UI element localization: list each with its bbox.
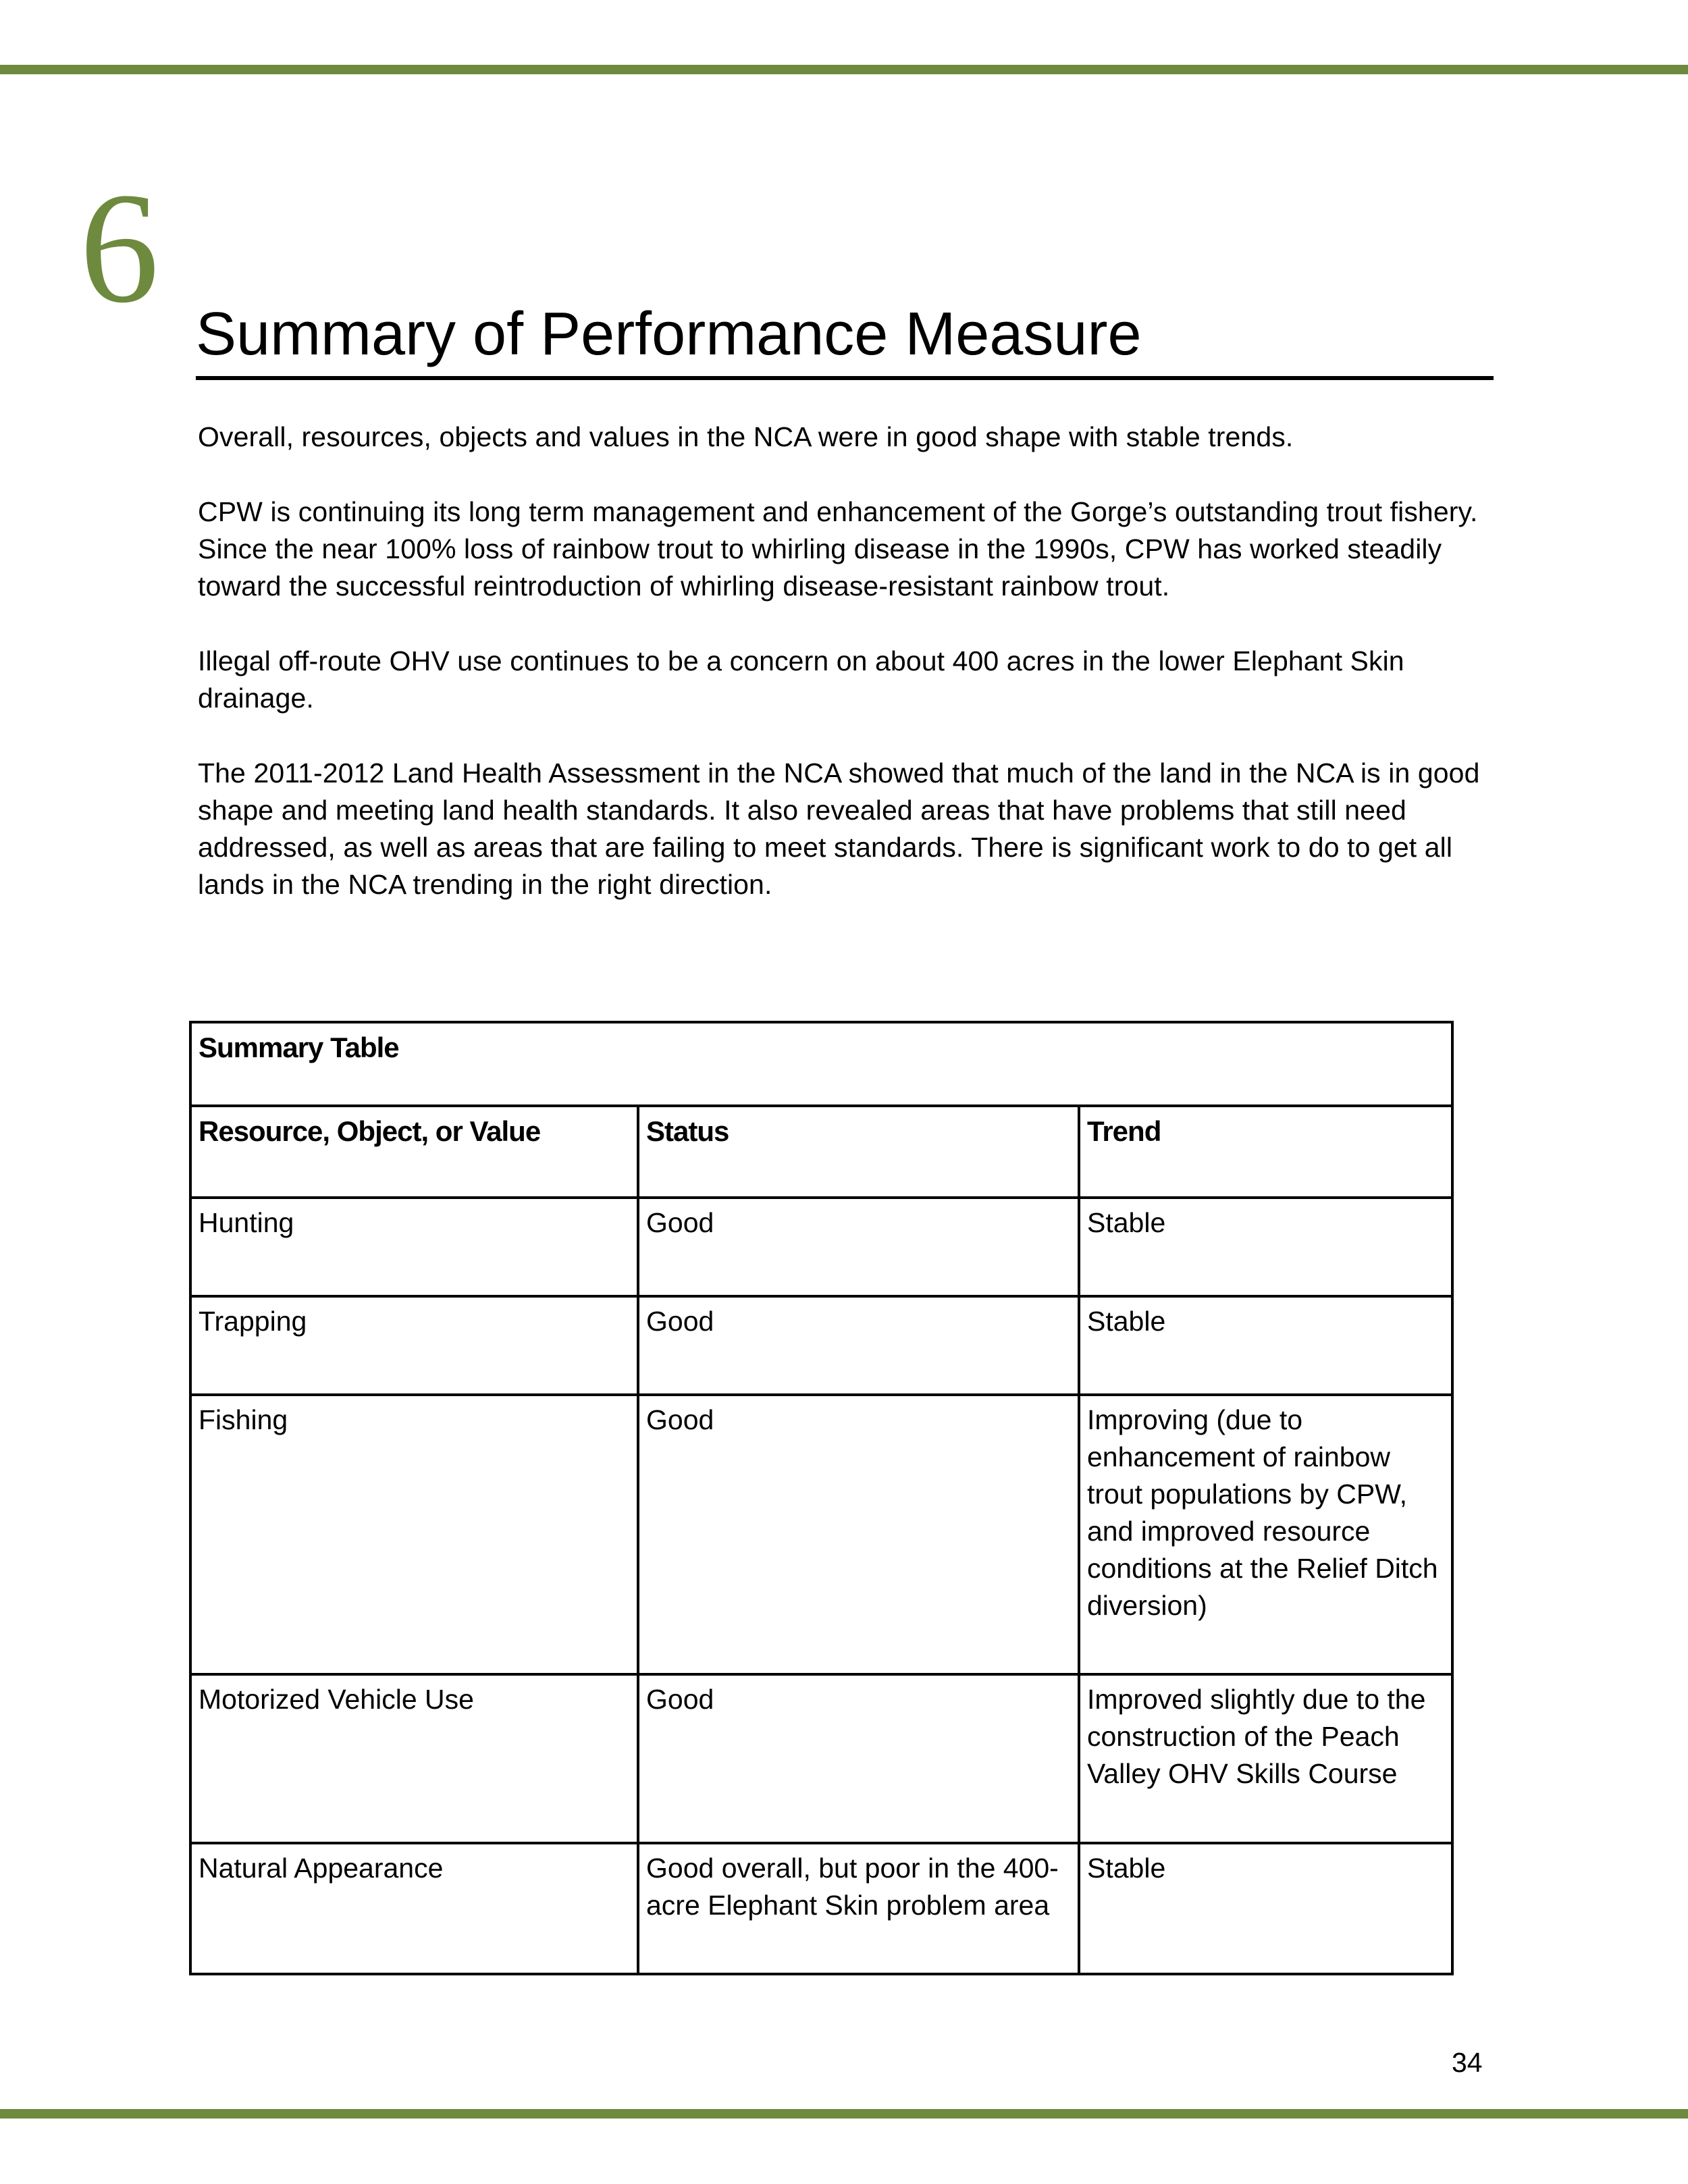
bottom-accent-rule	[0, 2109, 1688, 2119]
table-row	[190, 1843, 1452, 1974]
summary-table	[189, 1021, 1454, 1975]
table-caption: Summary Table	[190, 1022, 1452, 1106]
cell-status: Good	[638, 1198, 1079, 1296]
cell-status: Good	[638, 1674, 1079, 1843]
cell-status: Good	[638, 1296, 1079, 1395]
header-resource: Resource, Object, or Value	[190, 1106, 638, 1198]
header-trend: Trend	[1079, 1106, 1452, 1198]
table-header-row	[190, 1106, 1452, 1198]
cell-trend: Stable	[1079, 1843, 1452, 1974]
cell-trend: Stable	[1079, 1198, 1452, 1296]
chapter-number: 6	[80, 160, 159, 336]
paragraph-overview: Overall, resources, objects and values in the NCA were in good shape with stable trends.	[198, 421, 1294, 452]
cell-resource: Fishing	[190, 1395, 638, 1674]
table-row	[190, 1296, 1452, 1395]
paragraph-land-health: The 2011-2012 Land Health Assessment in the NCA showed that much of the land in the NCA is in good shape and meeting land health standards. It also revealed areas that have problems that still need addressed, as well as areas that are failing to meet standards. There is significant work to do to get all lands in the NCA trending in the right direction.	[198, 757, 1480, 900]
body-text	[198, 419, 1481, 941]
table-row	[190, 1395, 1452, 1674]
table-row	[190, 1198, 1452, 1296]
cell-status: Good overall, but poor in the 400-acre Elephant Skin problem area	[638, 1843, 1079, 1974]
header-status: Status	[638, 1106, 1079, 1198]
table-row	[190, 1674, 1452, 1843]
paragraph-trout-fishery: CPW is continuing its long term management and enhancement of the Gorge’s outstanding trout fishery. Since the near 100% loss of rainbow trout to whirling disease in the 1990s, CPW has worked steadily toward the successful reintroduction of whirling disease-resistant rainbow trout.	[198, 496, 1478, 602]
cell-status: Good	[638, 1395, 1079, 1674]
cell-trend: Improved slightly due to the construction of the Peach Valley OHV Skills Course	[1079, 1674, 1452, 1843]
page-number: 34	[1452, 2047, 1483, 2078]
cell-trend: Stable	[1079, 1296, 1452, 1395]
cell-resource: Natural Appearance	[190, 1843, 638, 1974]
section-title: Summary of Performance Measure	[196, 300, 1142, 368]
cell-resource: Trapping	[190, 1296, 638, 1395]
title-underline	[196, 376, 1494, 380]
table-caption-row	[190, 1022, 1452, 1106]
cell-resource: Hunting	[190, 1198, 638, 1296]
cell-resource: Motorized Vehicle Use	[190, 1674, 638, 1843]
paragraph-ohv-use: Illegal off-route OHV use continues to be a concern on about 400 acres in the lower Elephant Skin drainage.	[198, 645, 1404, 714]
top-accent-rule	[0, 65, 1688, 74]
cell-trend: Improving (due to enhancement of rainbow trout populations by CPW, and improved resource conditions at the Relief Ditch diversion)	[1079, 1395, 1452, 1674]
